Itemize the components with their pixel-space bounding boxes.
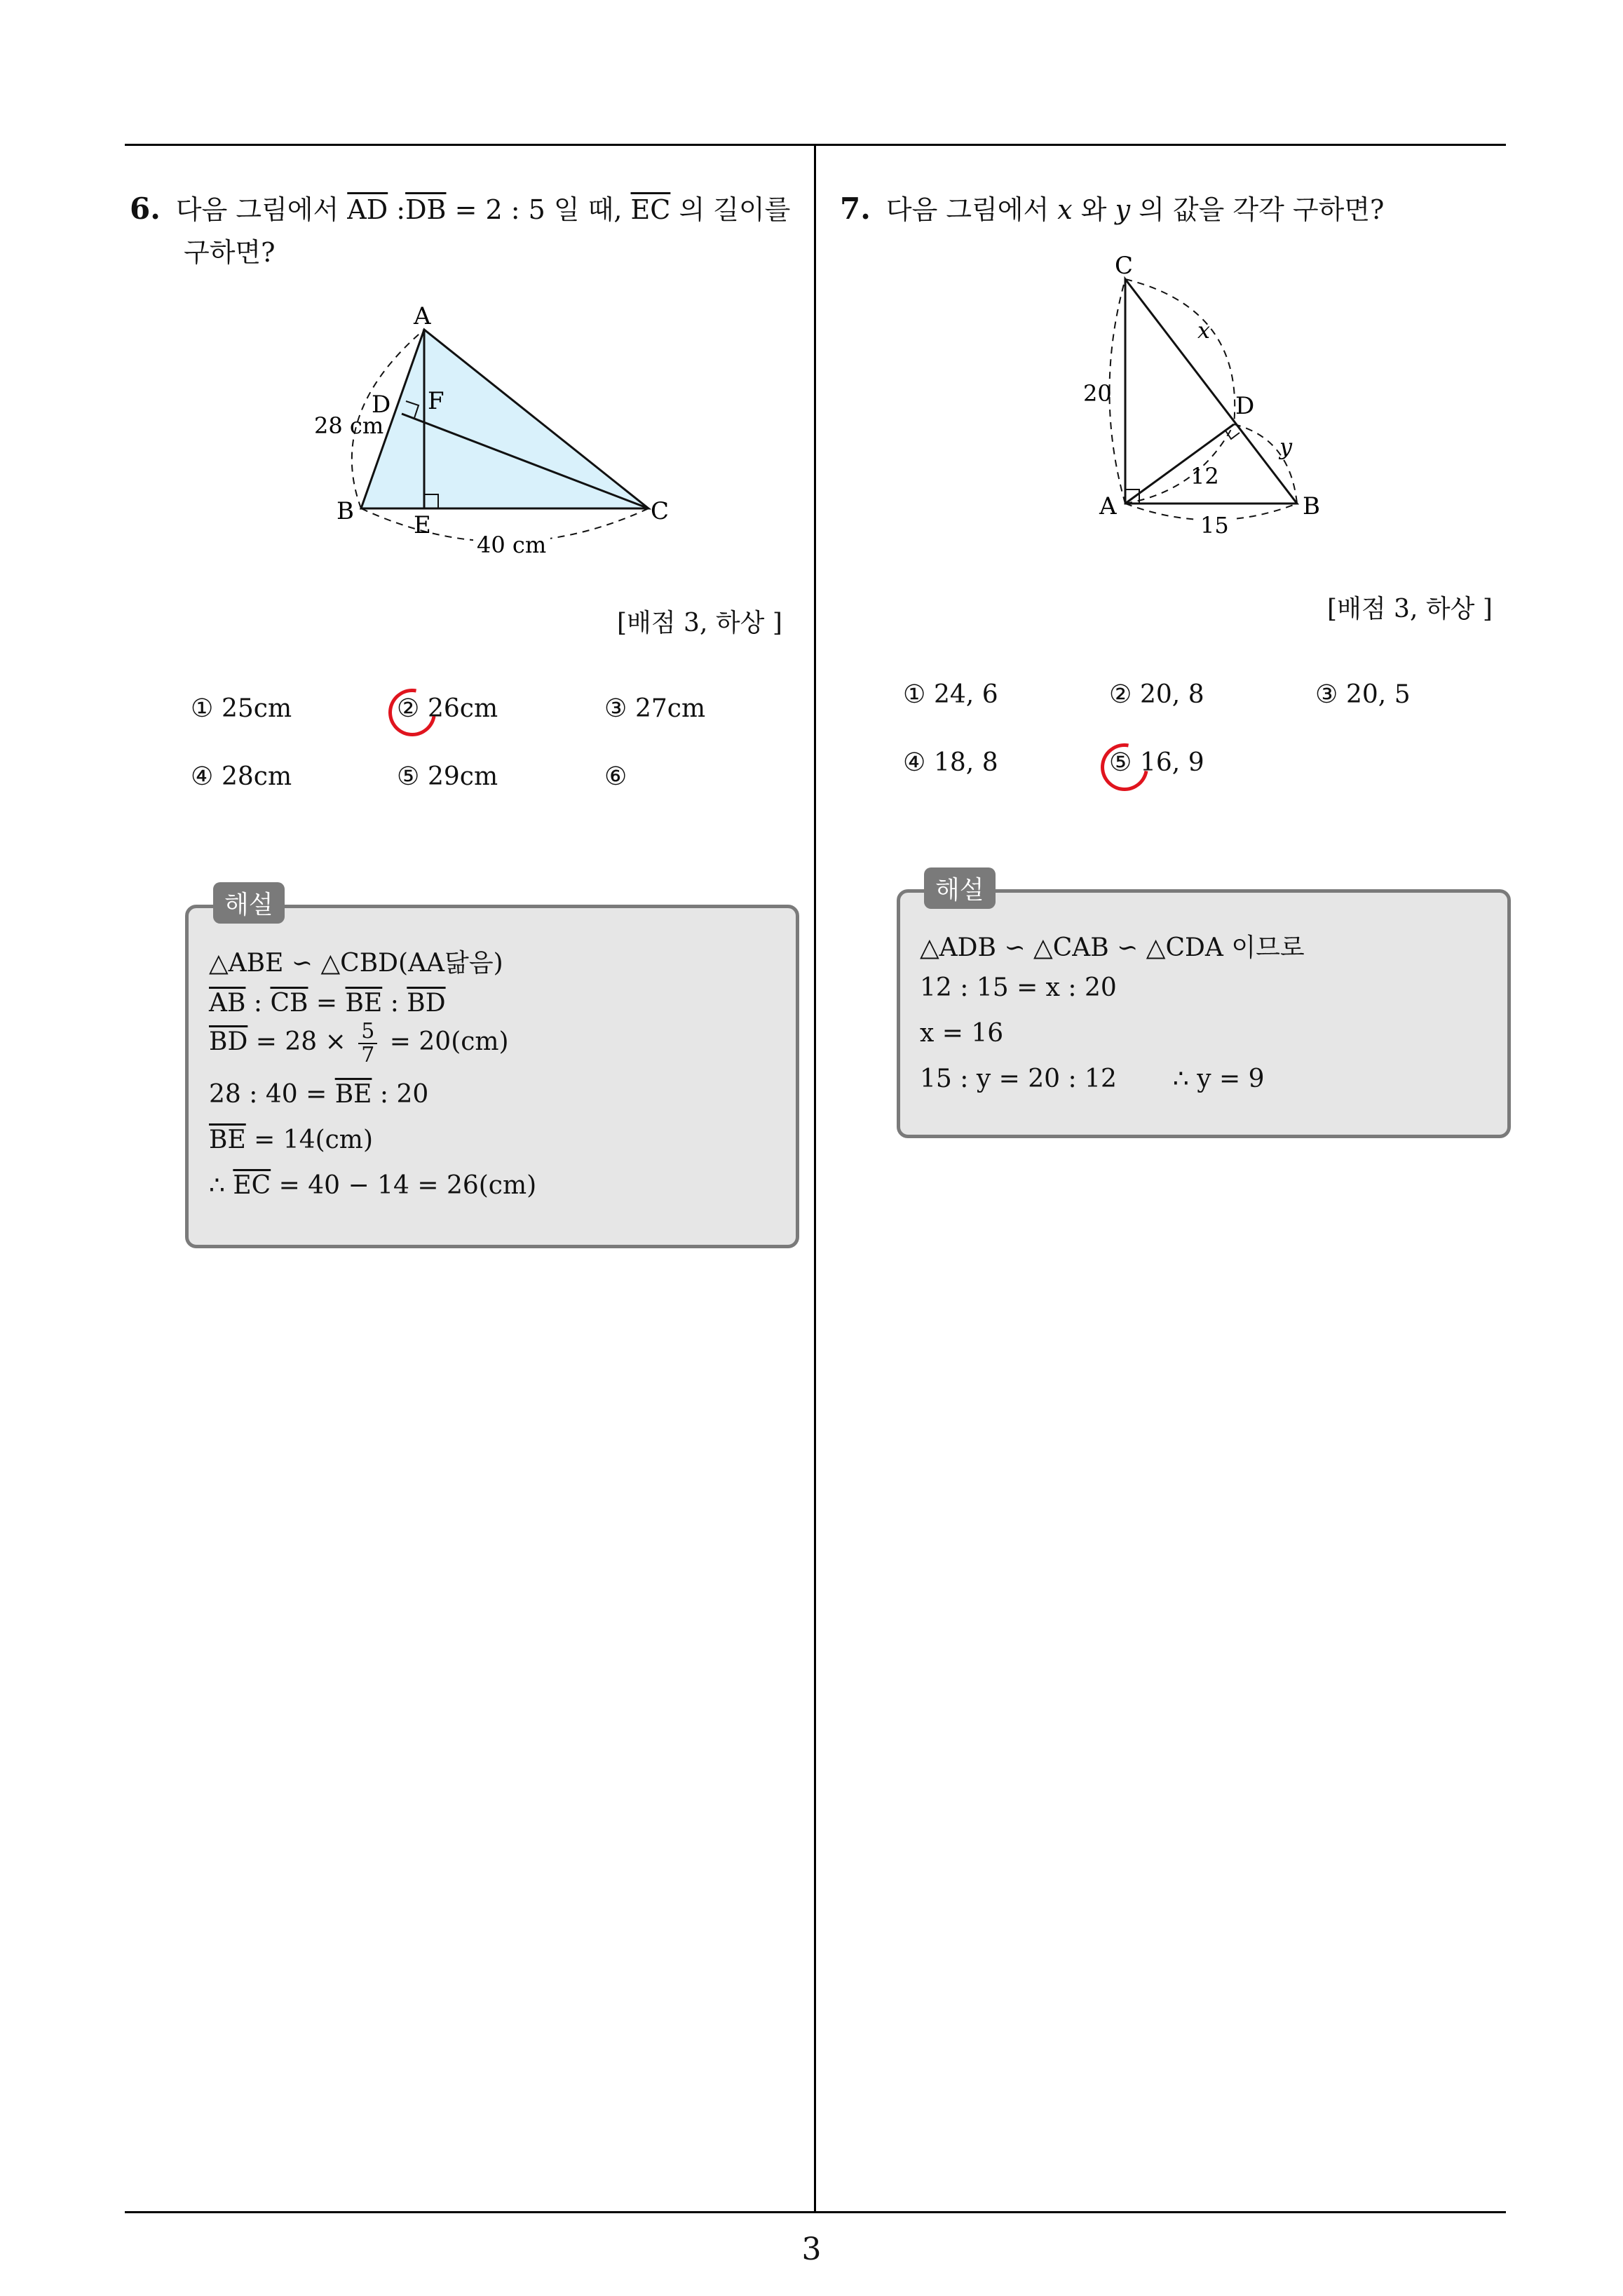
question-6-line2: 구하면?	[184, 237, 276, 268]
question-6-grade: [배점 3, 하상 ]	[617, 609, 782, 637]
solution-line-4: 15 : y = 20 : 12 ∴ y = 9	[920, 1065, 1265, 1093]
question-number: 6.	[130, 191, 161, 226]
question-7-line1: 7. 다음 그림에서 x 와 y 의 값을 각각 구하면?	[840, 191, 1385, 226]
label-side-ab: 15	[1200, 512, 1229, 539]
choice-4[interactable]: ④ 18, 8	[903, 748, 998, 777]
label-side-ab: 28 cm	[314, 412, 384, 439]
choice-3[interactable]: ③ 20, 5	[1315, 680, 1411, 709]
choice-4[interactable]: ④ 28cm	[191, 762, 292, 791]
label-side-bc: 40 cm	[477, 532, 547, 558]
page-number: 3	[801, 2231, 822, 2267]
selected-answer-circle	[1092, 734, 1158, 801]
label-c: C	[1115, 252, 1134, 280]
selected-answer-circle	[379, 680, 446, 746]
solution-box-7	[897, 889, 1511, 1138]
question-7-figure	[1073, 245, 1353, 540]
solution-line-2: 12 : 15 = x : 20	[920, 973, 1117, 1002]
solution-line-5: $\overline{BE} = 14(cm)$	[209, 1126, 373, 1154]
label-c: C	[651, 497, 670, 525]
column-divider	[814, 144, 816, 2213]
solution-line-3: x = 16	[920, 1019, 1004, 1048]
label-e: E	[414, 511, 431, 539]
label-a: A	[1099, 492, 1117, 520]
solution-line-4: 28 : $40 = \overline{BE}$ : 20	[209, 1080, 429, 1109]
label-x: x	[1197, 317, 1211, 344]
choice-2[interactable]: ② 26cm	[397, 694, 498, 723]
triangle-abc	[361, 330, 648, 508]
solution-line-2: $\overline{AB}$ : $\overline{CB} = \overline{BE}$ : $\overline{BD}$	[209, 989, 446, 1018]
choice-5[interactable]: ⑤ 29cm	[397, 762, 498, 791]
choice-6[interactable]: ⑥	[604, 762, 627, 791]
label-b: B	[337, 497, 354, 525]
solution-line-6: ∴ $\overline{EC} = 40 - 14 = 26(cm)$	[209, 1171, 537, 1200]
solution-tag: 해설	[213, 882, 285, 924]
solution-line-1: △ABE ∽ △CBD(AA닮음)	[209, 949, 503, 978]
question-number: 7.	[840, 191, 871, 226]
label-side-ad: 12	[1190, 463, 1219, 489]
choice-2[interactable]: ② 20, 8	[1109, 680, 1204, 709]
label-y: y	[1279, 433, 1293, 460]
choice-1[interactable]: ① 24, 6	[903, 680, 998, 709]
label-f: F	[428, 387, 444, 415]
label-a: A	[414, 302, 431, 330]
choice-5[interactable]: ⑤ 16, 9	[1109, 748, 1204, 777]
label-d: D	[372, 391, 391, 419]
label-b: B	[1303, 492, 1320, 520]
solution-line-1: △ADB ∽ △CAB ∽ △CDA 이므로	[920, 933, 1305, 962]
fraction: $\frac{5}{7}$	[358, 1020, 377, 1067]
choice-1[interactable]: ① 25cm	[191, 694, 292, 723]
question-6-figure	[301, 295, 694, 575]
solution-line-3: $\overline{BD} = 28$ × $\frac{5}{7}$ = 20(cm)	[209, 1019, 509, 1067]
label-d: D	[1235, 392, 1255, 420]
bottom-rule	[125, 2211, 1506, 2213]
solution-tag: 해설	[924, 867, 996, 909]
question-6-line1: 6. 다음 그림에서 $\overline{AD}$ $:\overline{DB} = 2$ : 5 일 때, $\overline{EC}$ 의 길이를	[130, 191, 791, 226]
question-7-grade: [배점 3, 하상 ]	[1327, 595, 1493, 623]
label-side-ac: 20	[1083, 380, 1112, 407]
dim-arc-ac	[1110, 279, 1126, 504]
choice-3[interactable]: ③ 27cm	[604, 694, 706, 723]
